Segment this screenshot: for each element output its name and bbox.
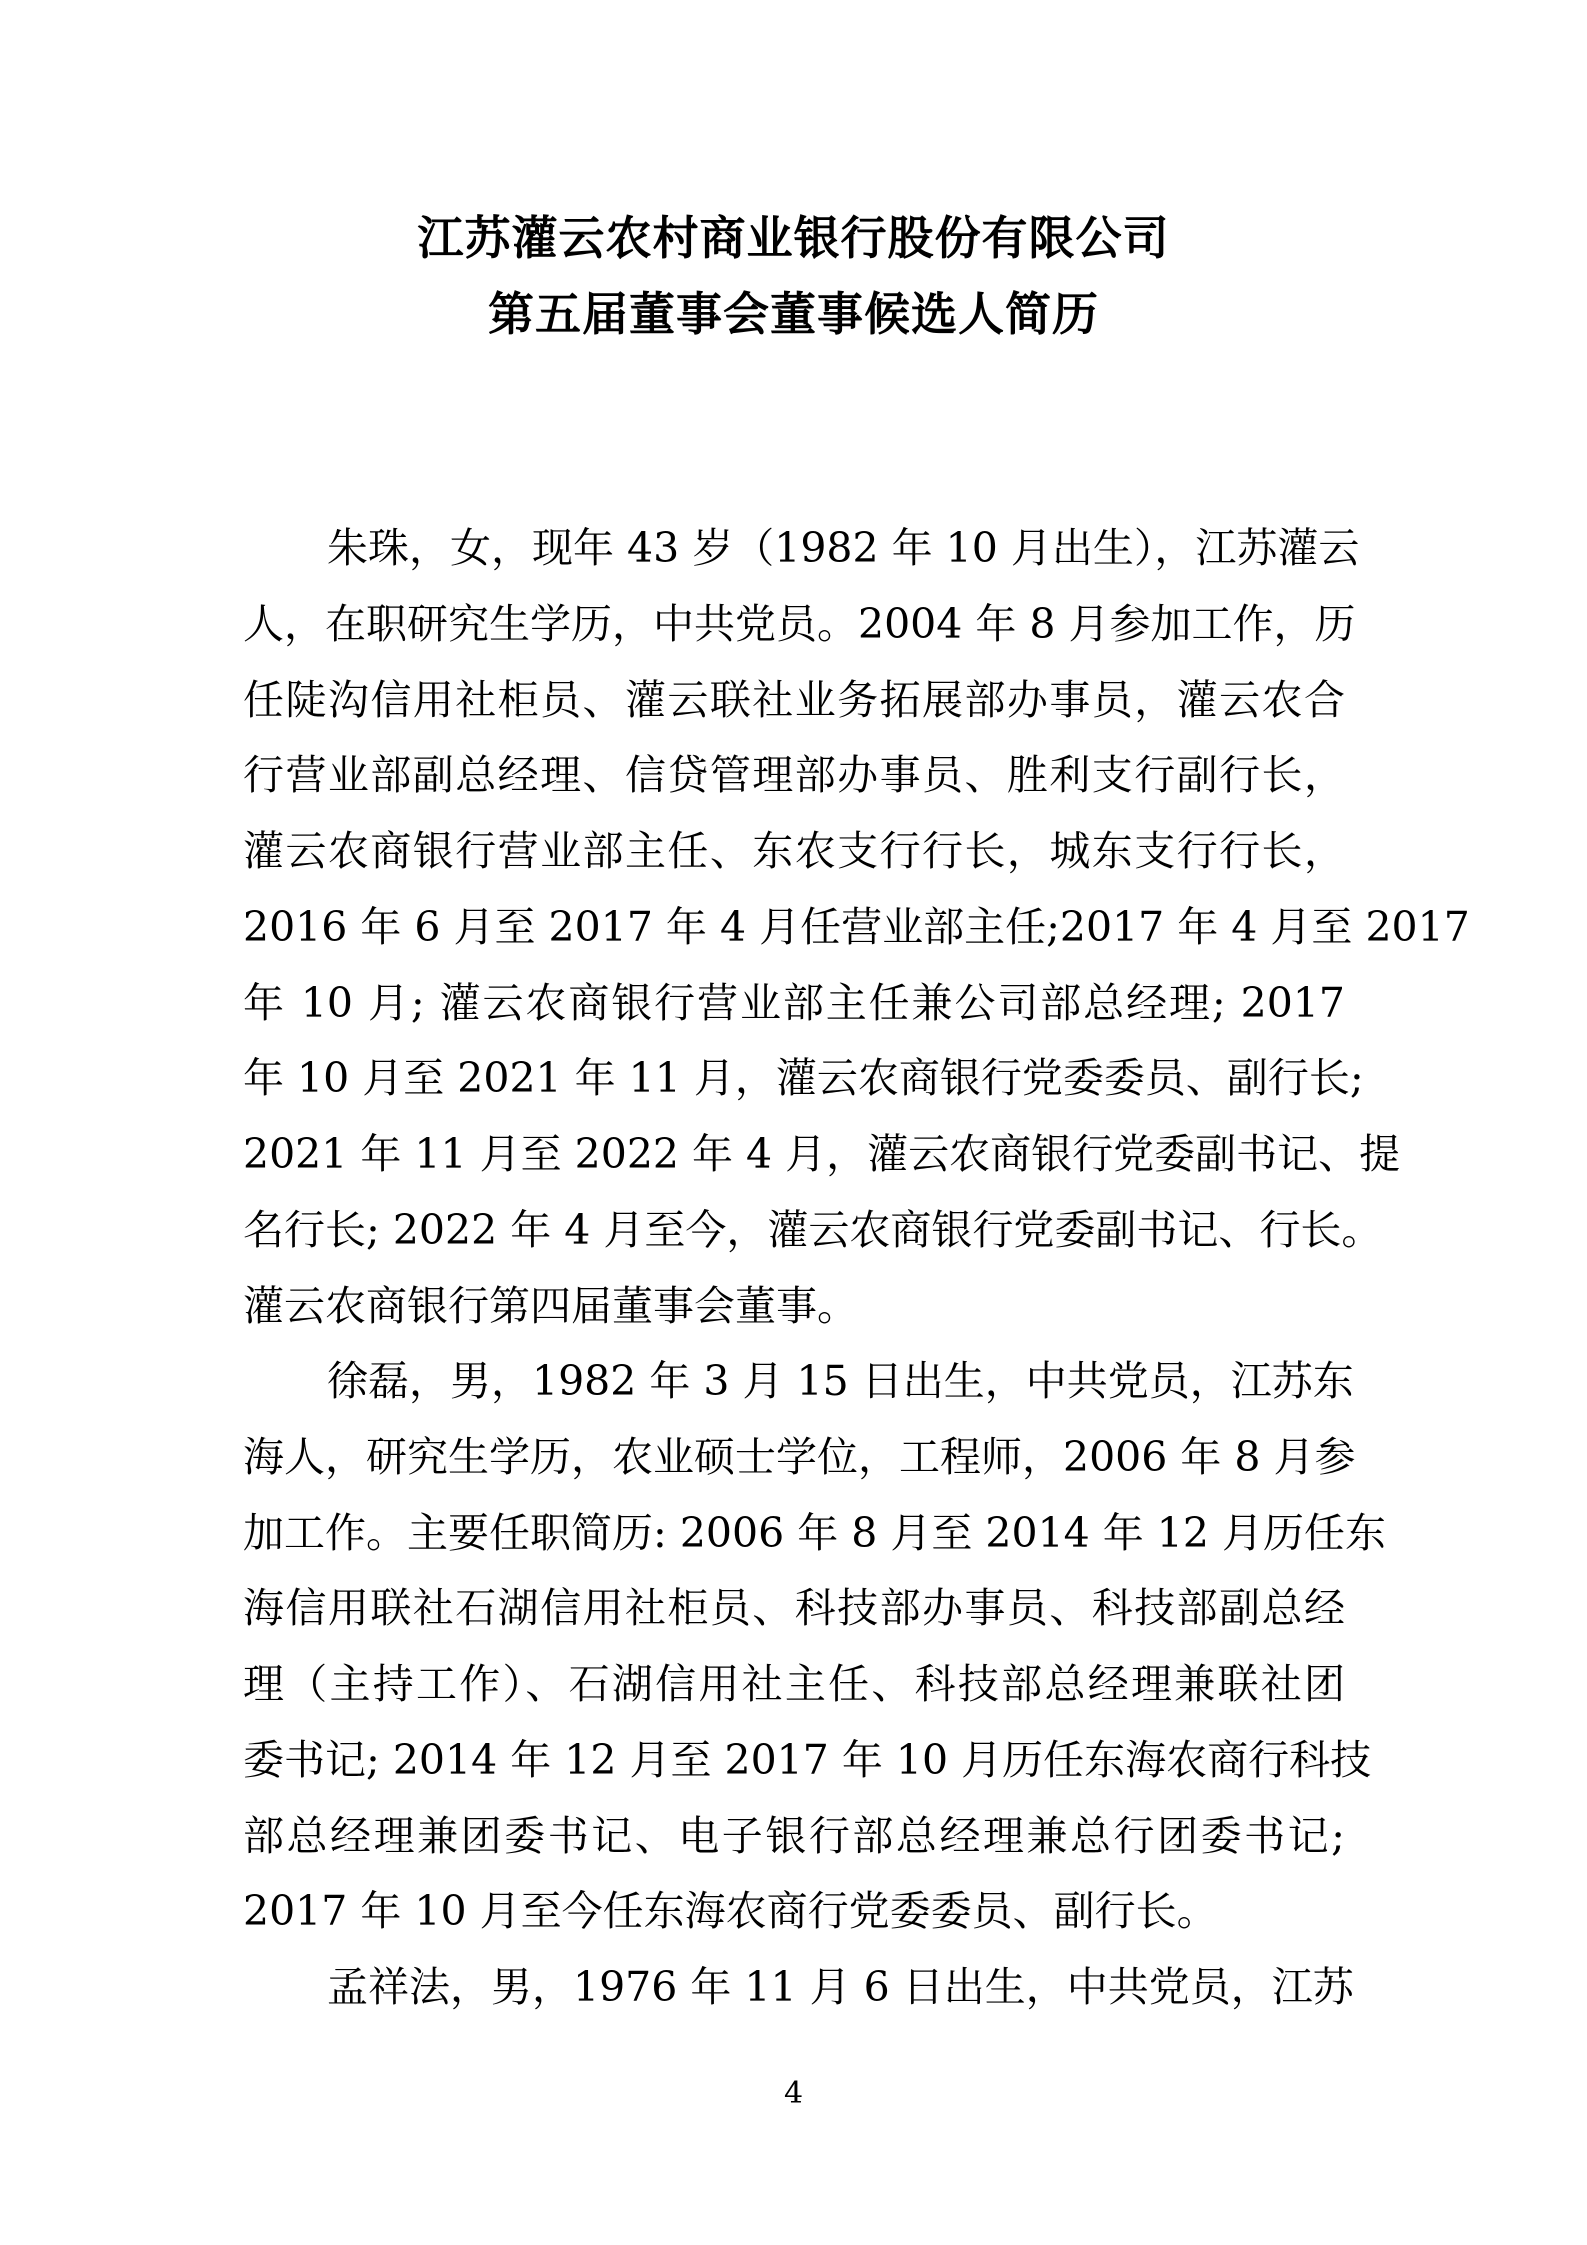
bio-line: 2017 年 10 月至今任东海农商行党委委员、副行长。 <box>243 1887 1218 1935</box>
bio-line: 行营业部副总经理、信贷管理部办事员、胜利支行副行长， <box>243 751 1345 799</box>
document-title-line-2: 第五届董事会董事候选人简历 <box>488 287 1099 341</box>
bio-line: 任陡沟信用社柜员、灌云联社业务拓展部办事员，灌云农合 <box>243 676 1345 724</box>
bio-line: 年 10 月; 灌云农商银行营业部主任兼公司部总经理; 2017 <box>243 979 1345 1027</box>
bio-line: 委书记; 2014 年 12 月至 2017 年 10 月历任东海农商行科技 <box>243 1736 1372 1784</box>
bio-line: 部总经理兼团委书记、电子银行部总经理兼总行团委书记; <box>243 1812 1345 1860</box>
bio-line: 加工作。主要任职简历: 2006 年 8 月至 2014 年 12 月历任东 <box>243 1509 1387 1557</box>
bio-line: 2021 年 11 月至 2022 年 4 月，灌云农商银行党委副书记、提 <box>243 1130 1401 1178</box>
bio-line: 灌云农商银行营业部主任、东农支行行长，城东支行行长， <box>243 827 1345 875</box>
bio-line: 孟祥法，男，1976 年 11 月 6 日出生，中共党员，江苏 <box>327 1963 1354 2011</box>
bio-line: 人，在职研究生学历，中共党员。2004 年 8 月参加工作，历 <box>243 600 1356 648</box>
bio-line: 海人，研究生学历，农业硕士学位，工程师，2006 年 8 月参 <box>243 1433 1356 1481</box>
document-title-line-1: 江苏灌云农村商业银行股份有限公司 <box>417 211 1170 265</box>
bio-line: 海信用联社石湖信用社柜员、科技部办事员、科技部副总经 <box>243 1584 1345 1632</box>
bio-line: 名行长; 2022 年 4 月至今，灌云农商银行党委副书记、行长。 <box>243 1206 1383 1254</box>
bio-line: 徐磊，男，1982 年 3 月 15 日出生，中共党员，江苏东 <box>327 1357 1354 1405</box>
bio-line: 灌云农商银行第四届董事会董事。 <box>243 1282 858 1330</box>
bio-line: 理（主持工作）、石湖信用社主任、科技部总经理兼联社团 <box>243 1660 1345 1708</box>
bio-line: 2016 年 6 月至 2017 年 4 月任营业部主任;2017 年 4 月至 2017 <box>243 903 1470 951</box>
bio-line: 朱珠，女，现年 43 岁（1982 年 10 月出生），江苏灌云 <box>327 524 1360 572</box>
bio-line: 年 10 月至 2021 年 11 月，灌云农商银行党委委员、副行长; <box>243 1054 1364 1102</box>
page-number: 4 <box>783 2076 804 2111</box>
